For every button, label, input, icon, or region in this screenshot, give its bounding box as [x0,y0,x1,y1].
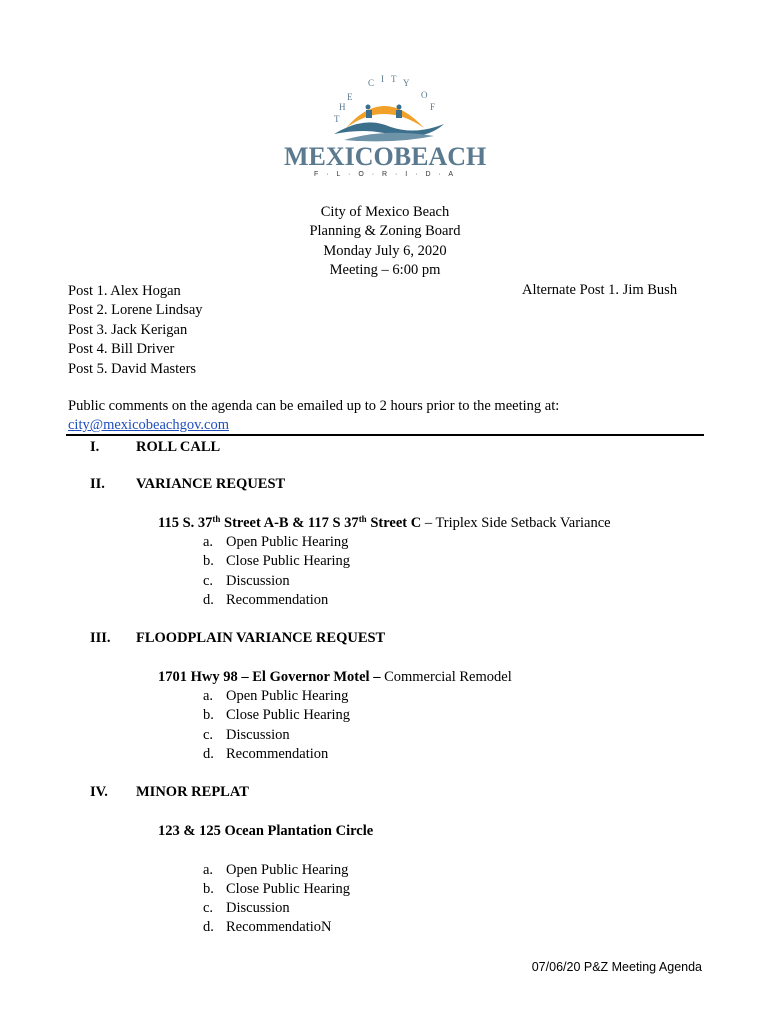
post-item: Post 4. Bill Driver [68,341,175,358]
sub-item: d. Recommendation [203,746,329,762]
svg-text:T: T [334,114,340,124]
svg-text:F: F [430,102,436,112]
section-title-floodplain: FLOODPLAIN VARIANCE REQUEST [136,630,386,646]
post-item: Post 2. Lorene Lindsay [68,302,203,319]
comment-text: Public comments on the agenda can be emailed up to 2 hours prior to the meeting at: [68,398,560,414]
header-board: Planning & Zoning Board [309,223,461,239]
sub-item: b. Close Public Hearing [203,881,351,897]
header-city: City of Mexico Beach [320,204,450,220]
svg-text:O: O [421,90,428,100]
logo-emblem-icon [284,70,486,150]
svg-text:I: I [381,74,384,84]
section-number: III. [90,630,111,646]
section-number: II. [90,476,105,492]
sub-item: c. Discussion [203,727,290,743]
section-number: IV. [90,784,108,800]
city-logo [284,70,486,188]
svg-text:T: T [391,74,397,84]
section-title-replat: MINOR REPLAT [136,784,249,800]
email-link[interactable]: city@mexicobeachgov.com [68,417,229,433]
section-number: I. [90,439,100,455]
sub-item: a. Open Public Hearing [203,534,349,550]
logo-state: F · L · O · R · I · D · A [313,171,457,178]
post-item: Post 5. David Masters [68,360,197,377]
sub-item: d. RecommendatioN [203,919,332,935]
sub-item: c. Discussion [203,573,290,589]
agenda-item-variance: 115 S. 37th Street A-B & 117 S 37th Street C – Triplex Side Setback Variance [158,514,611,531]
sub-item: b. Close Public Hearing [203,707,351,723]
header-time: Meeting – 6:00 pm [329,262,441,278]
divider [66,434,704,436]
logo-wordmark: MEXICOBEACH [284,142,487,171]
section-title-roll-call: ROLL CALL [136,439,221,455]
svg-text:E: E [347,92,353,102]
sub-item: a. Open Public Hearing [203,862,349,878]
board-members [68,282,203,379]
svg-text:H: H [339,102,346,112]
sub-item: d. Recommendation [203,592,329,608]
post-item: Post 1. Alex Hogan [68,283,181,299]
post-item: Post 3. Jack Kerigan [68,321,188,338]
section-title-variance: VARIANCE REQUEST [136,476,286,492]
agenda-item-floodplain: 1701 Hwy 98 – El Governor Motel – Commercial Remodel [158,669,512,685]
public-comment-note [68,397,559,435]
svg-text:Y: Y [403,78,410,88]
svg-text:C: C [368,78,375,88]
page-footer: 07/06/20 P&Z Meeting Agenda [531,960,702,974]
sub-item: c. Discussion [203,900,290,916]
sub-item: a. Open Public Hearing [203,688,349,704]
header-date: Monday July 6, 2020 [323,243,447,259]
alternate-post: Alternate Post 1. Jim Bush [522,282,678,298]
agenda-item-replat: 123 & 125 Ocean Plantation Circle [158,823,374,839]
sub-item: b. Close Public Hearing [203,553,351,569]
